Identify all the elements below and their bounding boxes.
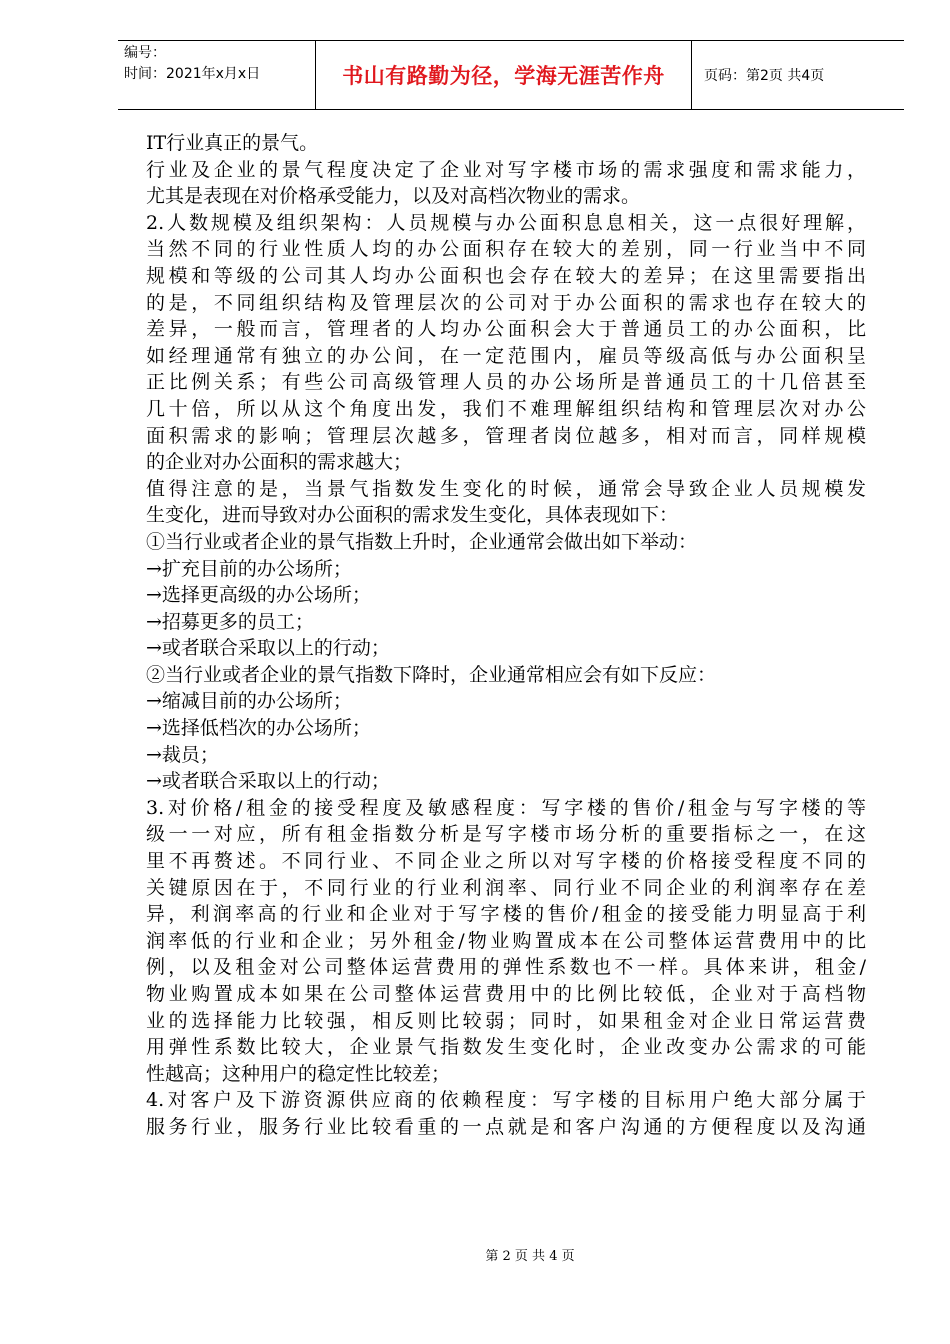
text-line: 规模和等级的公司其人均办公面积也会存在较大的差异；在这里需要指出 <box>146 264 866 287</box>
text-line: 异，利润率高的行业和企业对于写字楼的售价/租金的接受能力明显高于利 <box>146 903 866 926</box>
time-label: 时间：2021年x月x日 <box>124 66 261 82</box>
text-line: IT行业真正的景气。 <box>146 132 319 154</box>
header-meta <box>124 43 314 85</box>
text-line: 行业及企业的景气程度决定了企业对写字楼市场的需求强度和需求能力， <box>146 158 866 181</box>
text-line: 级一一对应，所有租金指数分析是写字楼市场分析的重要指标之一，在这 <box>146 823 866 846</box>
text-line: →选择更高级的办公场所； <box>146 584 371 607</box>
text-line: →裁员； <box>146 743 219 766</box>
document-body <box>146 130 866 1141</box>
text-line: 4.对客户及下游资源供应商的依赖程度：写字楼的目标用户绝大部分属于 <box>146 1089 866 1112</box>
serial-label: 编号： <box>124 45 166 61</box>
text-line: ②当行业或者企业的景气指数下降时，企业通常相应会有如下反应： <box>146 663 717 686</box>
header-divider <box>691 41 692 109</box>
text-line: 当然不同的行业性质人均的办公面积存在较大的差别，同一行业当中不同 <box>146 238 866 261</box>
text-line: 润率低的行业和企业；另外租金/物业购置成本在公司整体运营费用中的比 <box>146 929 866 952</box>
text-line: 的是，不同组织结构及管理层次的公司对于办公面积的需求也存在较大的 <box>146 291 866 314</box>
page-footer: 第 2 页 共 4 页 <box>485 1249 575 1264</box>
text-line: 面积需求的影响；管理层次越多，管理者岗位越多，相对而言，同样规模 <box>146 424 866 447</box>
text-line: 几十倍，所以从这个角度出发，我们不难理解组织结构和管理层次对办公 <box>146 397 866 420</box>
text-line: →选择低档次的办公场所； <box>146 717 371 740</box>
text-line: 生变化，进而导致对办公面积的需求发生变化，具体表现如下： <box>146 504 679 527</box>
text-line: →扩充目前的办公场所； <box>146 557 352 580</box>
text-line: 业的选择能力比较强，相反则比较弱；同时，如果租金对企业日常运营费 <box>146 1009 866 1032</box>
page-header <box>118 40 904 110</box>
text-line: ①当行业或者企业的景气指数上升时，企业通常会做出如下举动： <box>146 530 698 553</box>
text-line: 3.对价格/租金的接受程度及敏感程度：写字楼的售价/租金与写字楼的等 <box>146 796 866 819</box>
text-line: 服务行业，服务行业比较看重的一点就是和客户沟通的方便程度以及沟通 <box>146 1115 866 1138</box>
text-line: 关键原因在于，不同行业的行业利润率、同行业不同企业的利润率存在差 <box>146 876 866 899</box>
text-line: →缩减目前的办公场所； <box>146 690 352 713</box>
text-line: →招募更多的员工； <box>146 610 314 633</box>
text-line: 性越高；这种用户的稳定性比较差； <box>146 1062 451 1085</box>
text-line: →或者联合采取以上的行动； <box>146 637 390 660</box>
text-line: 里不再赘述。不同行业、不同企业之所以对写字楼的价格接受程度不同的 <box>146 850 866 873</box>
header-motto: 书山有路勤为径，学海无涯苦作舟 <box>342 64 665 88</box>
text-line: 值得注意的是，当景气指数发生变化的时候，通常会导致企业人员规模发 <box>146 477 866 500</box>
text-line: 物业购置成本如果在公司整体运营费用中的比例比较低，企业对于高档物 <box>146 983 866 1005</box>
text-line: 的企业对办公面积的需求越大； <box>146 451 413 474</box>
text-line: 尤其是表现在对价格承受能力，以及对高档次物业的需求。 <box>146 185 641 208</box>
text-line: 正比例关系；有些公司高级管理人员的办公场所是普通员工的十几倍甚至 <box>146 371 866 394</box>
text-line: 2.人数规模及组织架构：人员规模与办公面积息息相关，这一点很好理解， <box>146 211 866 234</box>
header-page-info: 页码：第2页 共4页 <box>704 68 825 84</box>
text-line: →或者联合采取以上的行动； <box>146 770 390 793</box>
text-line: 差异，一般而言，管理者的人均办公面积会大于普通员工的办公面积，比 <box>146 318 866 341</box>
text-line: 用弹性系数比较大，企业景气指数发生变化时，企业改变办公需求的可能 <box>146 1036 866 1059</box>
text-line: 如经理通常有独立的办公间，在一定范围内，雇员等级高低与办公面积呈 <box>146 344 866 367</box>
text-line: 例，以及租金对公司整体运营费用的弹性系数也不一样。具体来讲，租金/ <box>146 956 866 979</box>
